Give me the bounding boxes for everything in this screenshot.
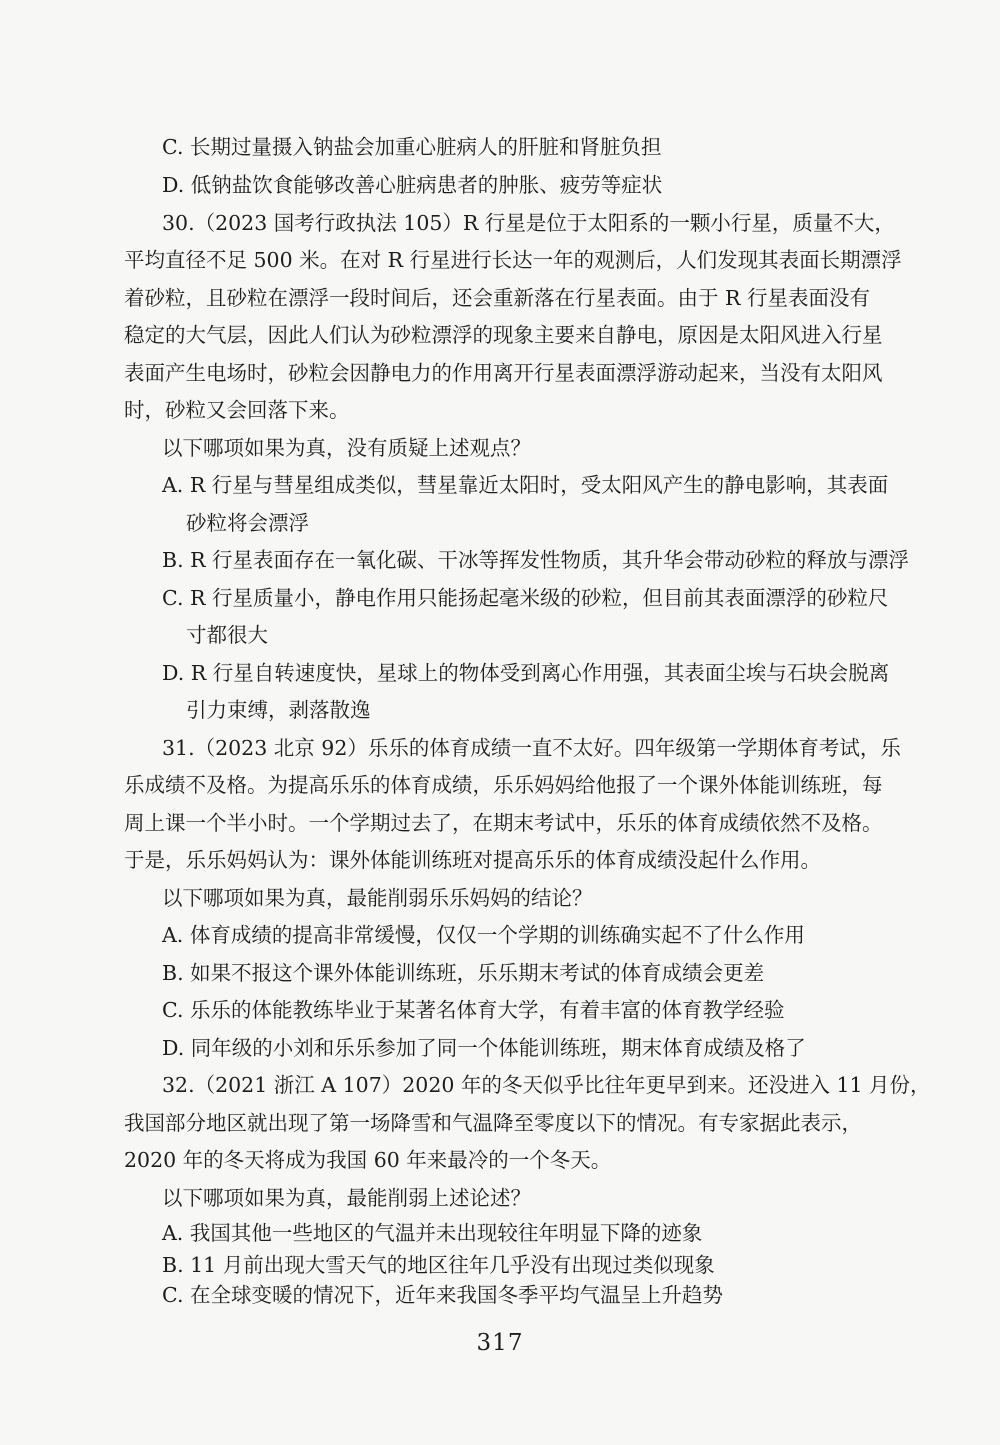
- option-30d: D. R 行星自转速度快，星球上的物体受到离心作用强，其表面尘埃与石块会脱离: [162, 661, 890, 685]
- option-31a: A. 体育成绩的提高非常缓慢，仅仅一个学期的训练确实起不了什么作用: [162, 923, 805, 947]
- question-32-stem: 我国部分地区就出现了第一场降雪和气温降至零度以下的情况。有专家据此表示，: [124, 1111, 862, 1135]
- option-30b: B. R 行星表面存在一氧化碳、干冰等挥发性物质，其升华会带动砂粒的释放与漂浮: [162, 548, 910, 572]
- question-30-stem: 稳定的大气层，因此人们认为砂粒漂浮的现象主要来自静电，原因是太阳风进入行星: [124, 323, 883, 347]
- question-30-prompt: 以下哪项如果为真，没有质疑上述观点？: [162, 436, 531, 460]
- question-31-prompt: 以下哪项如果为真，最能削弱乐乐妈妈的结论？: [162, 886, 593, 910]
- option-29c: C. 长期过量摄入钠盐会加重心脏病人的肝脏和肾脏负担: [162, 135, 662, 159]
- question-31-stem: 周上课一个半小时。一个学期过去了，在期末考试中，乐乐的体育成绩依然不及格。: [124, 811, 883, 835]
- question-30-stem: 着砂粒，且砂粒在漂浮一段时间后，还会重新落在行星表面。由于 R 行星表面没有: [124, 286, 870, 310]
- option-32c: C. 在全球变暖的情况下，近年来我国冬季平均气温呈上升趋势: [162, 1283, 723, 1307]
- option-29d: D. 低钠盐饮食能够改善心脏病患者的肿胀、疲劳等症状: [162, 173, 663, 197]
- option-32a: A. 我国其他一些地区的气温并未出现较往年明显下降的迹象: [162, 1221, 703, 1245]
- question-31-stem: 31.（2023 北京 92）乐乐的体育成绩一直不太好。四年级第一学期体育考试，乐: [162, 736, 901, 760]
- question-32-stem: 2020 年的冬天将成为我国 60 年来最冷的一个冬天。: [124, 1148, 612, 1172]
- option-30d: 引力束缚，剥落散逸: [186, 698, 371, 722]
- option-31d: D. 同年级的小刘和乐乐参加了同一个体能训练班，期末体育成绩及格了: [162, 1036, 806, 1060]
- option-30c: 寸都很大: [186, 623, 268, 647]
- question-30-stem: 时，砂粒又会回落下来。: [124, 398, 350, 422]
- question-30-stem: 表面产生电场时，砂粒会因静电力的作用离开行星表面漂浮游动起来，当没有太阳风: [124, 361, 883, 385]
- option-30c: C. R 行星质量小，静电作用只能扬起毫米级的砂粒，但目前其表面漂浮的砂粒尺: [162, 586, 889, 610]
- question-31-stem: 于是，乐乐妈妈认为：课外体能训练班对提高乐乐的体育成绩没起什么作用。: [124, 848, 821, 872]
- question-31-stem: 乐成绩不及格。为提高乐乐的体育成绩，乐乐妈妈给他报了一个课外体能训练班，每: [124, 773, 883, 797]
- option-30a: A. R 行星与彗星组成类似，彗星靠近太阳时，受太阳风产生的静电影响，其表面: [162, 473, 889, 497]
- option-32b: B. 11 月前出现大雪天气的地区往年几乎没有出现过类似现象: [162, 1253, 715, 1277]
- question-32-stem: 32.（2021 浙江 A 107）2020 年的冬天似乎比往年更早到来。还没进入 11 月份，: [162, 1073, 931, 1097]
- question-30-stem: 30.（2023 国考行政执法 105）R 行星是位于太阳系的一颗小行星，质量不大，: [162, 211, 895, 235]
- option-30a: 砂粒将会漂浮: [186, 511, 309, 535]
- option-31b: B. 如果不报这个课外体能训练班，乐乐期末考试的体育成绩会更差: [162, 961, 765, 985]
- question-30-stem: 平均直径不足 500 米。在对 R 行星进行长达一年的观测后，人们发现其表面长期漂浮: [124, 248, 902, 272]
- option-31c: C. 乐乐的体能教练毕业于某著名体育大学，有着丰富的体育教学经验: [162, 998, 785, 1022]
- question-32-prompt: 以下哪项如果为真，最能削弱上述论述？: [162, 1186, 531, 1210]
- page-number: 317: [476, 1330, 524, 1356]
